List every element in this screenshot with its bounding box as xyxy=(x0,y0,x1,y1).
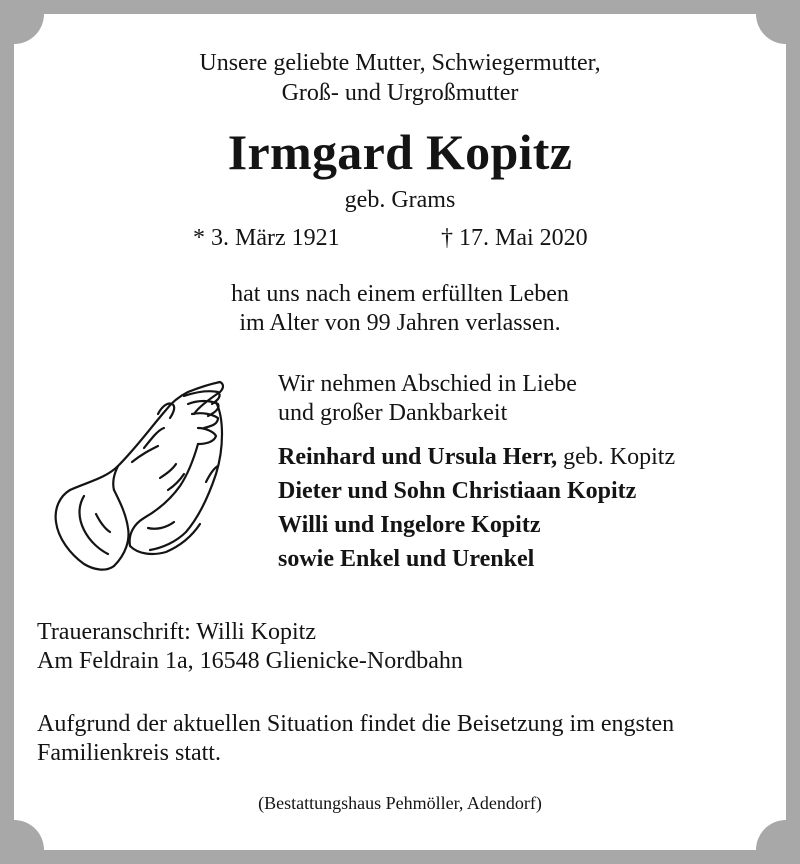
family-entry xyxy=(278,542,675,576)
intro-line-1: Unsere geliebte Mutter, Schwiegermutter, xyxy=(199,50,601,76)
praying-hands-icon xyxy=(48,378,228,578)
farewell-text xyxy=(278,370,577,428)
notice-line-1: Aufgrund der aktuellen Situation findet die Beisetzung im engsten xyxy=(37,711,675,737)
family-entry-names: Dieter und Sohn Christiaan Kopitz xyxy=(278,478,637,504)
passing-line-1: hat uns nach einem erfüllten Leben xyxy=(231,281,569,307)
passing-line-2: im Alter von 99 Jahren verlassen. xyxy=(239,310,561,336)
family-entry xyxy=(278,440,675,474)
family-entry-maiden: geb. Kopitz xyxy=(557,444,676,470)
farewell-line-1: Wir nehmen Abschied in Liebe xyxy=(278,371,577,397)
mourning-address xyxy=(37,618,463,676)
farewell-line-2: und großer Dankbarkeit xyxy=(278,400,508,426)
death-date: † 17. Mai 2020 xyxy=(441,225,588,251)
birth-date: * 3. März 1921 xyxy=(193,225,340,251)
family-entry-names: Reinhard und Ursula Herr, xyxy=(278,444,558,470)
funeral-home: (Bestattungshaus Pehmöller, Adendorf) xyxy=(258,793,542,813)
passing-text xyxy=(0,280,800,338)
address-line-1: Traueranschrift: Willi Kopitz xyxy=(37,619,316,645)
family-list xyxy=(278,440,675,576)
deceased-name: Irmgard Kopitz xyxy=(227,124,573,180)
maiden-name: geb. Grams xyxy=(344,187,456,213)
intro-text xyxy=(0,48,800,108)
notice-line-2: Familienkreis statt. xyxy=(37,740,221,766)
family-entry xyxy=(278,474,675,508)
family-entry-names: sowie Enkel und Urenkel xyxy=(278,546,535,572)
family-entry-names: Willi und Ingelore Kopitz xyxy=(278,512,541,538)
burial-notice xyxy=(37,710,674,768)
family-entry xyxy=(278,508,675,542)
address-line-2: Am Feldrain 1a, 16548 Glienicke-Nordbahn xyxy=(37,648,463,674)
intro-line-2: Groß- und Urgroßmutter xyxy=(281,80,519,106)
